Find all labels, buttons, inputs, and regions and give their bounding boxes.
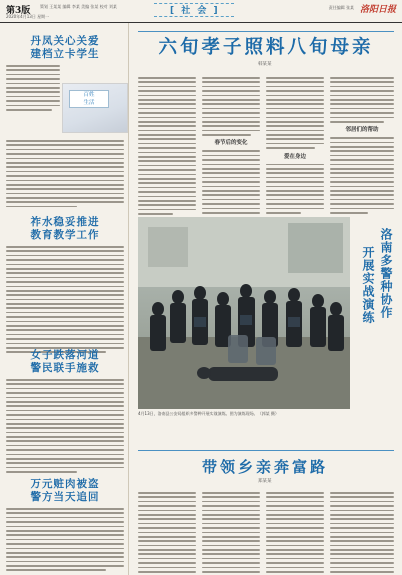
lead-byline: 韩某某 <box>258 62 272 67</box>
bottom-rule <box>138 450 394 451</box>
story-body <box>6 246 124 353</box>
story-jiuyuan <box>6 349 124 476</box>
bottom-col-4 <box>330 488 394 575</box>
bottom-col-2 <box>202 488 260 575</box>
bottom-col-3 <box>266 488 324 575</box>
story-zhuihui <box>6 478 124 574</box>
vertical-headline-line2: 开展实战演练 <box>361 246 375 324</box>
story-title: 祚水稳妥推进 教育教学工作 <box>30 216 100 241</box>
lead-col-1 <box>138 73 196 218</box>
main-news-area <box>130 23 402 575</box>
photo-credit: （郭某 摄） <box>257 411 279 416</box>
story-body <box>6 508 124 571</box>
section-name: [ 社 会 ] <box>170 6 220 16</box>
story-guanai-cont <box>6 136 124 210</box>
vertical-headline-line1: 洛南多警种协作 <box>379 228 393 319</box>
bottom-byline: 郑某某 <box>258 479 272 484</box>
responsible-editor: 责任编辑 张某 <box>328 5 354 10</box>
lead-col-2 <box>202 73 260 216</box>
editor-meta: 策划 王某某 编辑 李某 美编 张某 校对 刘某 <box>40 4 117 9</box>
lead-col-3 <box>266 73 324 216</box>
issue-date: 2020年4月13日 星期一 <box>6 14 50 19</box>
drill-photo <box>138 217 350 409</box>
left-news-column <box>0 23 129 575</box>
story-title: 万元赃肉被盗 警方当天追回 <box>30 478 100 503</box>
story-photo <box>62 83 128 133</box>
photo-caption: 4月13日，洛南县公安局组织多警种开展实战演练。图为演练现场。（郭某 摄） <box>138 411 279 416</box>
subhead: 春节后的变化 <box>214 140 248 147</box>
lead-col-4 <box>330 73 394 216</box>
story-jiaoyu <box>6 216 124 356</box>
story-title: 丹凤关心关爱 建档立卡学生 <box>30 35 100 60</box>
subhead: 邻居们的帮助 <box>345 127 379 134</box>
lead-headline: 六旬孝子照料八旬母亲 <box>158 37 374 58</box>
photo-badge: 百姓 生活 <box>69 90 109 108</box>
page-header <box>0 0 402 22</box>
headline-rule <box>138 31 394 32</box>
vertical-headline <box>356 228 396 388</box>
story-body <box>6 65 60 111</box>
subhead: 爱在身边 <box>283 153 306 160</box>
page-number: 第3版 <box>6 6 31 16</box>
newspaper-logo: 洛阳日报 <box>359 5 396 15</box>
story-title: 女子跌落河道 警民联手施救 <box>30 349 100 374</box>
story-body <box>6 379 124 473</box>
drill-photo-image <box>138 217 350 409</box>
bottom-headline: 带领乡亲奔富路 <box>201 458 328 476</box>
bottom-col-1 <box>138 488 196 575</box>
